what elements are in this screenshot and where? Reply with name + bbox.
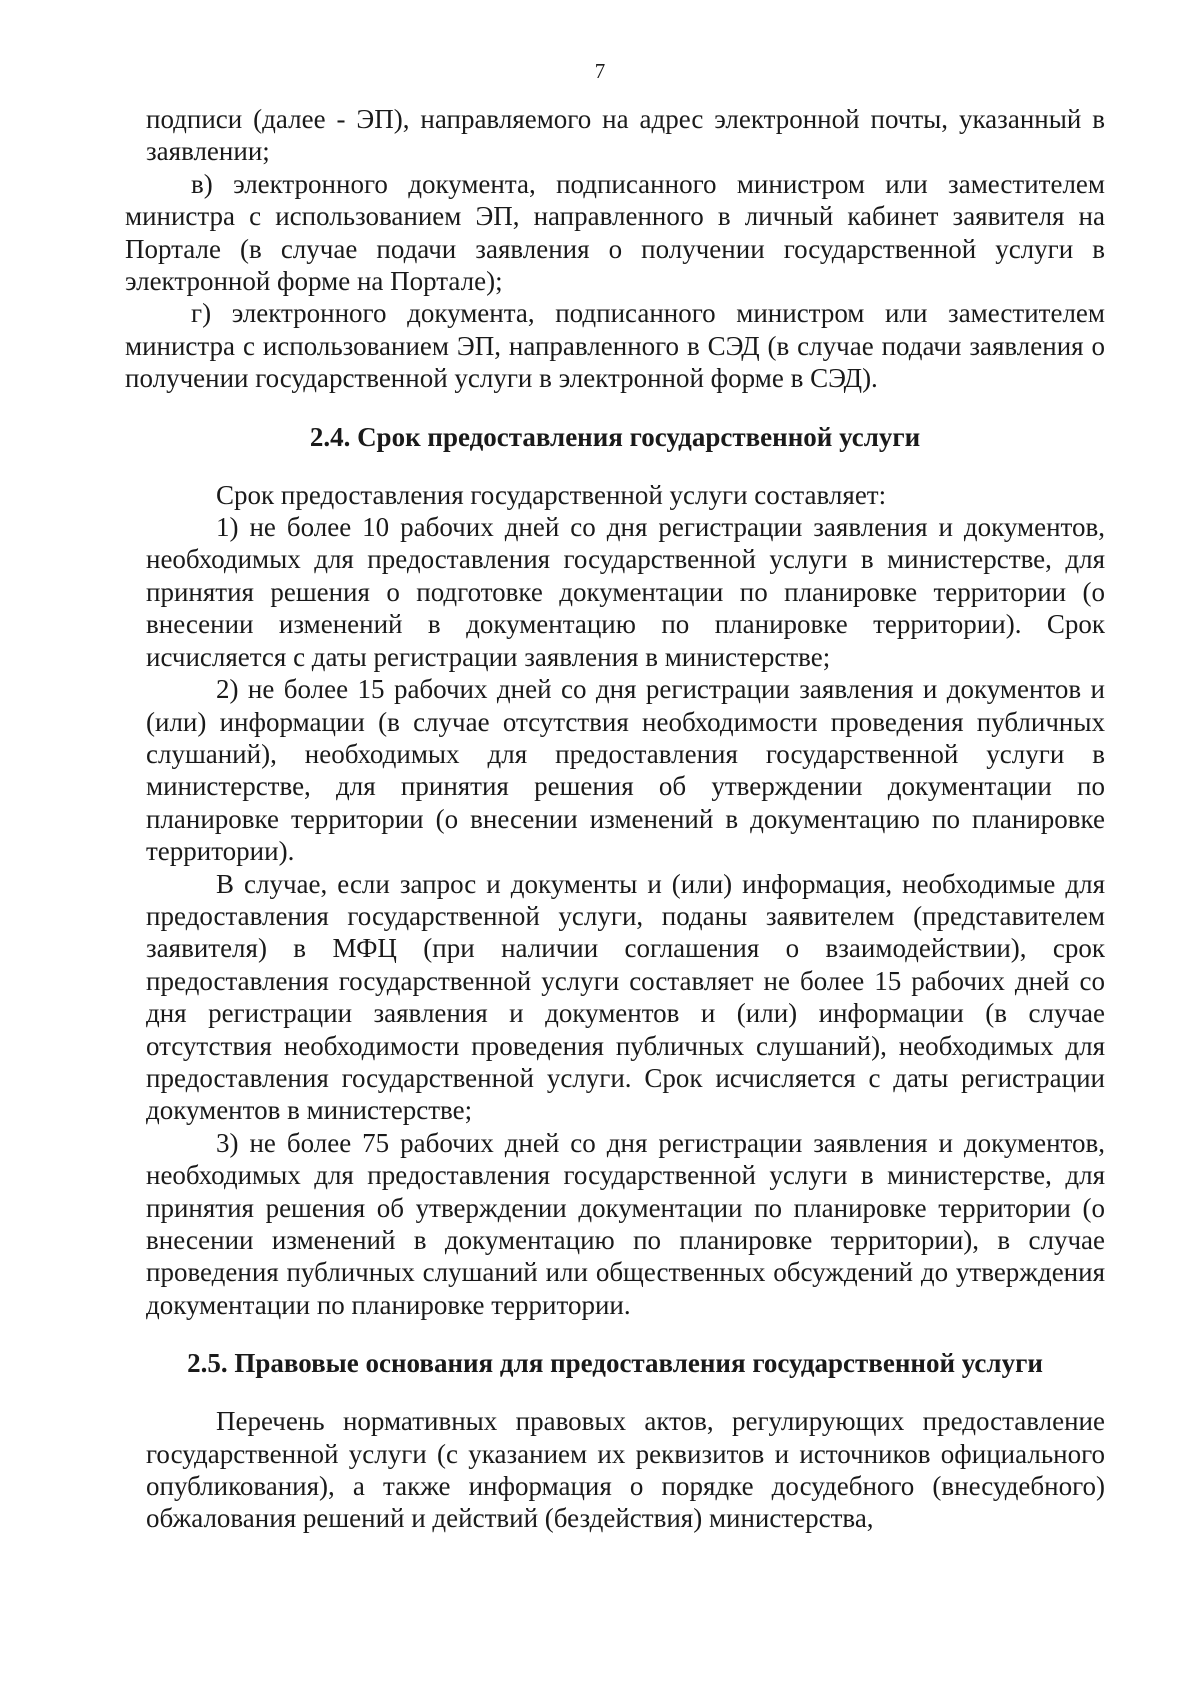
spacer <box>125 1321 1105 1347</box>
spacer <box>125 453 1105 479</box>
section-heading-2-4: 2.4. Срок предоставления государственной услуги <box>309 421 921 452</box>
section-2-4-intro: Срок предоставления государственной услуги составляет: <box>216 479 887 510</box>
section-2-5-body <box>125 1405 1105 1535</box>
paragraph-item-g: г) электронного документа, подписанного министром или заместителем министра с использованием ЭП, направленного в СЭД (в случае подачи заявления о получении государственной услуги в электронной форме в СЭД). <box>125 298 1105 394</box>
section-2-4-item-2: 2) не более 15 рабочих дней со дня регистрации заявления и документов и (или) информации (в случае отсутствия необходимости проведения публичных слушаний), необходимых для предоставления государственной услуги в министерстве, для принятия решения об утверждении документации по планировке территории (о внесении изменений в документацию по планировке территории). <box>146 674 1105 867</box>
page-number: 7 <box>594 59 606 83</box>
spacer <box>125 395 1105 421</box>
document-body <box>125 103 1105 1535</box>
section-2-4-body <box>125 479 1105 1322</box>
paragraph-signature-continuation: подписи (далее - ЭП), направляемого на адрес электронной почты, указанный в заявлении; <box>146 104 1105 167</box>
section-heading-2-5: 2.5. Правовые основания для предоставления государственной услуги <box>187 1348 1043 1379</box>
section-2-4-item-3: 3) не более 75 рабочих дней со дня регистрации заявления и документов, необходимых для предоставления государственной услуги в министерстве, для принятия решения об утверждении документации по планировке территории (о внесении изменений в документацию по планировке территории), в случае проведения публичных слушаний или общественных обсуждений до утверждения документации по планировке территории. <box>146 1127 1105 1320</box>
section-2-4-item-1: 1) не более 10 рабочих дней со дня регистрации заявления и документов, необходимых для предоставления государственной услуги в министерстве, для принятия решения о подготовке документации по планировке территории (о внесении изменений в документацию по планировке территории). Срок исчисляется с даты регистрации заявления в министерстве; <box>146 512 1105 672</box>
spacer <box>125 1379 1105 1405</box>
section-2-4-mfc-paragraph: В случае, если запрос и документы и (или) информация, необходимые для предоставления государственной услуги, поданы заявителем (представителем заявителя) в МФЦ (при наличии соглашения о взаимодействии), срок предоставления государственной услуги составляет не более 15 рабочих дней со дня регистрации заявления и документов и (или) информации (в случае отсутствия необходимости проведения публичных слушаний), необходимых для предоставления государственной услуги. Срок исчисляется с даты регистрации документов в министерстве; <box>146 868 1105 1126</box>
paragraph-item-v: в) электронного документа, подписанного министром или заместителем министра с использованием ЭП, направленного в личный кабинет заявителя на Портале (в случае подачи заявления о получении государственной услуги в электронной форме на Портале); <box>125 168 1105 297</box>
section-2-5-paragraph: Перечень нормативных правовых актов, регулирующих предоставление государственной услуги (с указанием их реквизитов и источников официального опубликования), а также информация о порядке досудебного (внесудебного) обжалования решений и действий (бездействия) министерства, <box>146 1406 1105 1534</box>
